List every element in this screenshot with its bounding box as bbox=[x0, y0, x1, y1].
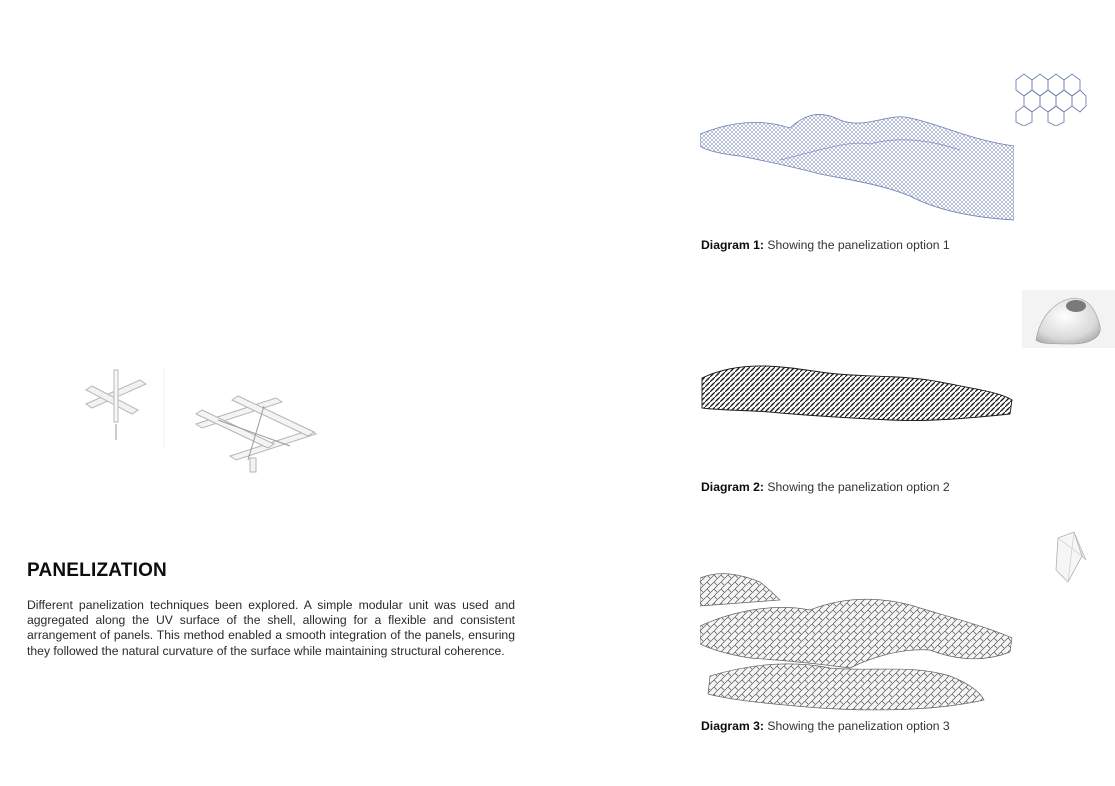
diagram-1-text: Showing the panelization option 1 bbox=[767, 238, 950, 252]
panel-module-thumbnail bbox=[1048, 530, 1090, 588]
diagram-3-caption bbox=[701, 719, 950, 733]
section-body-text: Different panelization techniques been explored. A simple modular unit was used and aggregated along the UV surface of the shell, allowing for a flexible and consistent arrangement of panels. This method enabled a smooth integration of the panels, ensuring they followed the natural curvature of the surface while maintaining structural coherence. bbox=[27, 598, 515, 658]
diagram-2-caption bbox=[701, 480, 950, 494]
diagram-3-panel-terrain bbox=[700, 568, 1014, 718]
diagram-1-caption bbox=[701, 238, 950, 252]
aggregated-units bbox=[196, 396, 316, 472]
diagram-1-wireframe-surface bbox=[700, 100, 1014, 222]
diagram-2-label: Diagram 2: bbox=[701, 480, 764, 494]
diagram-1-label: Diagram 1: bbox=[701, 238, 764, 252]
single-unit bbox=[86, 368, 164, 448]
diagram-2-text: Showing the panelization option 2 bbox=[767, 480, 950, 494]
hexagon-panel-thumbnail bbox=[1010, 66, 1088, 126]
section-heading: PANELIZATION bbox=[27, 560, 167, 581]
shell-form-thumbnail bbox=[1022, 290, 1115, 348]
diagram-3-label: Diagram 3: bbox=[701, 719, 764, 733]
modular-unit-illustration bbox=[78, 362, 338, 487]
diagram-2-panel-surface bbox=[700, 352, 1014, 432]
diagram-3-text: Showing the panelization option 3 bbox=[767, 719, 950, 733]
